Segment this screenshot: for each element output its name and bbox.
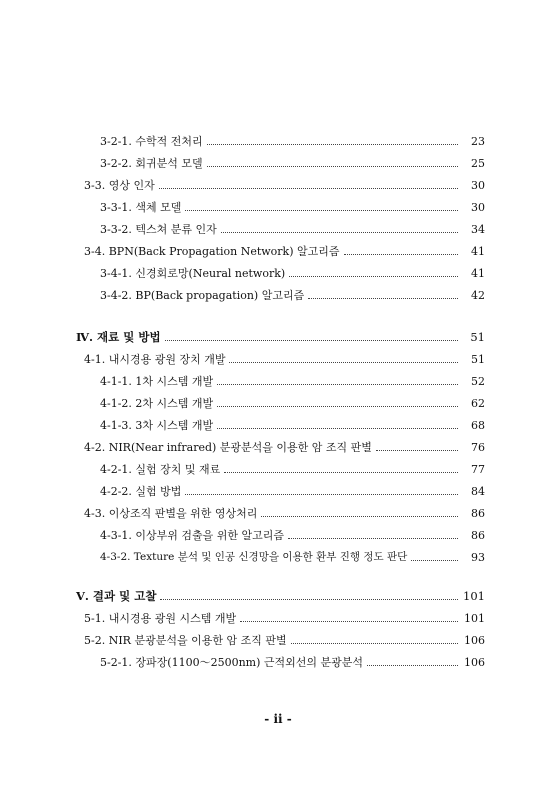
toc-entry-page: 51 (471, 353, 485, 366)
dot-leader (185, 210, 458, 211)
toc-entry-label: 5-1. 내시경용 광원 시스템 개발 (84, 612, 237, 625)
toc-entry-3-2-1[interactable] (0, 130, 556, 148)
dot-leader (160, 599, 458, 600)
toc-entry-label: 3-4-2. BP(Back propagation) 알고리즘 (100, 289, 305, 302)
toc-entry-3-4[interactable] (0, 240, 556, 258)
toc-chapter-4[interactable] (0, 326, 556, 344)
dot-leader (159, 188, 458, 189)
toc-entry-page: 77 (471, 463, 485, 476)
toc-entry-4-1-2[interactable] (0, 392, 556, 410)
toc-entry-page: 93 (471, 551, 485, 564)
toc-entry-label: 4-1-3. 3차 시스템 개발 (100, 419, 214, 432)
toc-chapter-label: Ⅴ. 결과 및 고찰 (76, 589, 157, 603)
toc-entry-label: 5-2. NIR 분광분석을 이용한 암 조직 판별 (84, 634, 287, 647)
toc-entry-page: 30 (471, 201, 485, 214)
toc-entry-page: 101 (463, 589, 485, 603)
toc-entry-3-3-2[interactable] (0, 218, 556, 236)
dot-leader (240, 621, 458, 622)
toc-entry-label: 4-2-1. 실험 장치 및 재료 (100, 463, 221, 476)
toc-entry-5-1[interactable] (0, 607, 556, 625)
toc-entry-3-4-1[interactable] (0, 262, 556, 280)
dot-leader (217, 406, 458, 407)
toc-entry-3-3-1[interactable] (0, 196, 556, 214)
toc-entry-4-2-2[interactable] (0, 480, 556, 498)
toc-entry-3-3[interactable] (0, 174, 556, 192)
toc-entry-4-3[interactable] (0, 502, 556, 520)
dot-leader (224, 472, 458, 473)
toc-entry-4-3-1[interactable] (0, 524, 556, 542)
dot-leader (217, 384, 458, 385)
toc-entry-4-3-2[interactable] (0, 546, 556, 564)
dot-leader (221, 232, 458, 233)
toc-entry-5-2[interactable] (0, 629, 556, 647)
toc-entry-label: 4-1. 내시경용 광원 장치 개발 (84, 353, 226, 366)
toc-entry-page: 76 (471, 441, 485, 454)
toc-entry-label: 4-3-2. Texture 분석 및 인공 신경망을 이용한 환부 진행 정도 판단 (100, 551, 408, 563)
toc-entry-label: 4-1-2. 2차 시스템 개발 (100, 397, 214, 410)
toc-entry-label: 4-3. 이상조직 판별을 위한 영상처리 (84, 507, 258, 520)
dot-leader (288, 538, 458, 539)
toc-entry-page: 41 (471, 267, 485, 280)
toc-entry-page: 68 (471, 419, 485, 432)
dot-leader (207, 166, 458, 167)
toc-entry-4-1-1[interactable] (0, 370, 556, 388)
toc-entry-page: 51 (470, 330, 485, 344)
dot-leader (291, 643, 458, 644)
toc-chapter-label: Ⅳ. 재료 및 방법 (76, 330, 161, 344)
toc-entry-label: 4-2. NIR(Near infrared) 분광분석을 이용한 암 조직 판별 (84, 441, 372, 454)
dot-leader (217, 428, 458, 429)
toc-entry-page: 52 (471, 375, 485, 388)
toc-entry-label: 3-4. BPN(Back Propagation Network) 알고리즘 (84, 245, 340, 258)
toc-entry-label: 4-3-1. 이상부위 검출을 위한 알고리즘 (100, 529, 285, 542)
toc-entry-page: 106 (464, 634, 485, 647)
toc-chapter-5[interactable] (0, 585, 556, 603)
toc-entry-page: 25 (471, 157, 485, 170)
toc-entry-page: 106 (464, 656, 485, 669)
toc-entry-page: 86 (471, 529, 485, 542)
dot-leader (165, 340, 458, 341)
toc-entry-label: 5-2-1. 장파장(1100～2500nm) 근적외선의 분광분석 (100, 656, 364, 669)
dot-leader (367, 665, 458, 666)
dot-leader (229, 362, 458, 363)
toc-entry-page: 34 (471, 223, 485, 236)
toc-entry-page: 23 (471, 135, 485, 148)
toc-entry-label: 4-2-2. 실험 방법 (100, 485, 182, 498)
dot-leader (411, 560, 458, 561)
toc-entry-page: 42 (471, 289, 485, 302)
dot-leader (185, 494, 458, 495)
dot-leader (308, 298, 458, 299)
dot-leader (344, 254, 458, 255)
toc-entry-page: 86 (471, 507, 485, 520)
page-number-footer: - ii - (264, 712, 292, 726)
toc-entry-label: 3-3-2. 텍스쳐 분류 인자 (100, 223, 217, 236)
toc-entry-label: 3-3. 영상 인자 (84, 179, 155, 192)
toc-entry-4-2[interactable] (0, 436, 556, 454)
toc-entry-label: 3-2-2. 회귀분석 모델 (100, 157, 203, 170)
toc-entry-3-4-2[interactable] (0, 284, 556, 302)
toc-entry-label: 3-2-1. 수학적 전처리 (100, 135, 203, 148)
toc-entry-page: 30 (471, 179, 485, 192)
toc-entry-label: 4-1-1. 1차 시스템 개발 (100, 375, 214, 388)
toc-entry-3-2-2[interactable] (0, 152, 556, 170)
toc-entry-label: 3-4-1. 신경회로망(Neural network) (100, 267, 286, 280)
toc-entry-page: 62 (471, 397, 485, 410)
dot-leader (376, 450, 458, 451)
dot-leader (261, 516, 458, 517)
toc-entry-4-1[interactable] (0, 348, 556, 366)
toc-entry-label: 3-3-1. 색체 모델 (100, 201, 182, 214)
toc-entry-page: 101 (464, 612, 485, 625)
dot-leader (289, 276, 458, 277)
toc-entry-4-1-3[interactable] (0, 414, 556, 432)
toc-entry-5-2-1[interactable] (0, 651, 556, 669)
toc-entry-4-2-1[interactable] (0, 458, 556, 476)
toc-entry-page: 84 (471, 485, 485, 498)
toc-entry-page: 41 (471, 245, 485, 258)
dot-leader (207, 144, 458, 145)
